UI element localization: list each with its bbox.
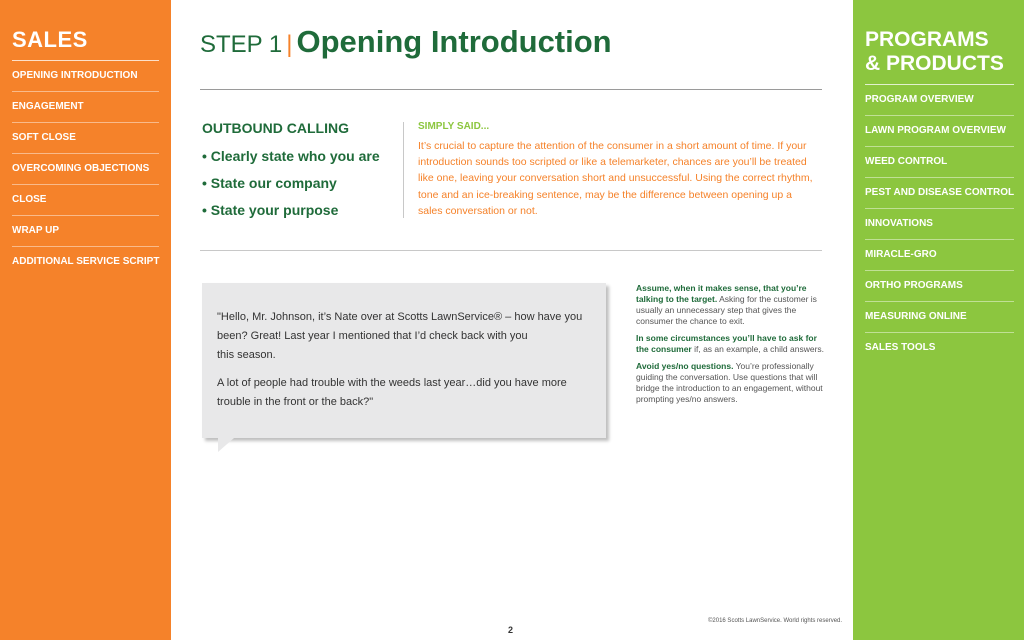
sidebar-item-overcoming-objections[interactable]: OVERCOMING OBJECTIONS — [12, 154, 159, 185]
column-divider — [403, 122, 404, 218]
header-divider — [200, 89, 822, 90]
sidebar-item-weed-control[interactable]: WEED CONTROL — [865, 147, 1014, 178]
tip-body: Asking for the customer is usually an unnecessary step that gives the consumer the chance to exit. — [636, 294, 817, 326]
simply-said-heading: SIMPLY SAID... — [418, 121, 490, 132]
programs-title-line: & PRODUCTS — [865, 52, 1004, 75]
sidebar-item-soft-close[interactable]: SOFT CLOSE — [12, 123, 159, 154]
sales-sidebar — [0, 0, 171, 640]
list-item: • State our company — [202, 173, 380, 200]
programs-sidebar-title — [865, 28, 1014, 85]
page-number: 2 — [508, 625, 514, 635]
sidebar-item-engagement[interactable]: ENGAGEMENT — [12, 92, 159, 123]
outbound-calling-heading: OUTBOUND CALLING — [202, 120, 349, 136]
page-title — [200, 24, 612, 64]
copyright-notice: ©2016 Scotts LawnService. World rights reserved. — [708, 618, 843, 624]
sidebar-item-program-overview[interactable]: PROGRAM OVERVIEW — [865, 85, 1014, 116]
quote-paragraph: A lot of people had trouble with the weeds last year…did you have more trouble in the front or the back?" — [217, 377, 567, 408]
list-item: • Clearly state who you are — [202, 146, 380, 173]
section-divider — [200, 250, 822, 251]
sidebar-item-innovations[interactable]: INNOVATIONS — [865, 209, 1014, 240]
tip-body: You’re professionally guiding the conversation. Use questions that will bridge the introduction to an engagement, without prompting yes/no answers. — [636, 361, 823, 404]
programs-products-sidebar — [853, 0, 1024, 640]
sidebar-item-ortho-programs[interactable]: ORTHO PROGRAMS — [865, 271, 1014, 302]
tip-item — [636, 283, 826, 327]
tip-lead: Avoid yes/no questions. — [636, 361, 734, 371]
simply-said-text: It’s crucial to capture the attention of the consumer in a short amount of time. If your introduction sounds too scripted or like a telemarketer, chances are you’ll be treated like one, leaving your conversation short and unsuccessful. Using the correct rhythm, tone and an ice-breaking sentence, may be the difference between opening up a sales conversation or not. — [418, 140, 813, 217]
sidebar-item-sales-tools[interactable]: SALES TOOLS — [865, 342, 936, 353]
sales-sidebar-title: SALES — [12, 26, 159, 61]
step-label: STEP 1 — [200, 31, 283, 58]
list-item: • State your purpose — [202, 200, 380, 227]
tips-column — [636, 283, 826, 411]
sidebar-item-additional-service-script[interactable]: ADDITIONAL SERVICE SCRIPT — [12, 256, 160, 267]
quote-paragraph: "Hello, Mr. Johnson, it’s Nate over at Scotts LawnService® – how have you been? Great! Last year I mentioned that I’d check back with you this season. — [217, 311, 583, 361]
sidebar-item-close[interactable]: CLOSE — [12, 185, 159, 216]
quote-bubble-tail — [218, 438, 234, 452]
tip-item — [636, 333, 826, 355]
page-heading: Opening Introduction — [296, 24, 612, 59]
tip-lead: Assume, when it makes sense, that you’re talking to the target. — [636, 283, 807, 304]
sidebar-item-pest-and-disease-control[interactable]: PEST AND DISEASE CONTROL — [865, 178, 1014, 209]
script-quote-bubble — [202, 283, 606, 438]
sidebar-item-miracle-gro[interactable]: MIRACLE-GRO — [865, 240, 1014, 271]
sidebar-item-measuring-online[interactable]: MEASURING ONLINE — [865, 302, 1014, 333]
sidebar-item-lawn-program-overview[interactable]: LAWN PROGRAM OVERVIEW — [865, 116, 1014, 147]
tip-body: if, as an example, a child answers. — [691, 344, 825, 354]
tip-item — [636, 361, 826, 405]
title-separator: | — [286, 31, 293, 58]
outbound-calling-list — [202, 146, 380, 227]
programs-title-line: PROGRAMS — [865, 28, 989, 51]
tip-lead: In some circumstances you’ll have to ask for the consumer — [636, 333, 817, 354]
sidebar-item-opening-introduction[interactable]: OPENING INTRODUCTION — [12, 61, 159, 92]
sidebar-item-wrap-up[interactable]: WRAP UP — [12, 216, 159, 247]
